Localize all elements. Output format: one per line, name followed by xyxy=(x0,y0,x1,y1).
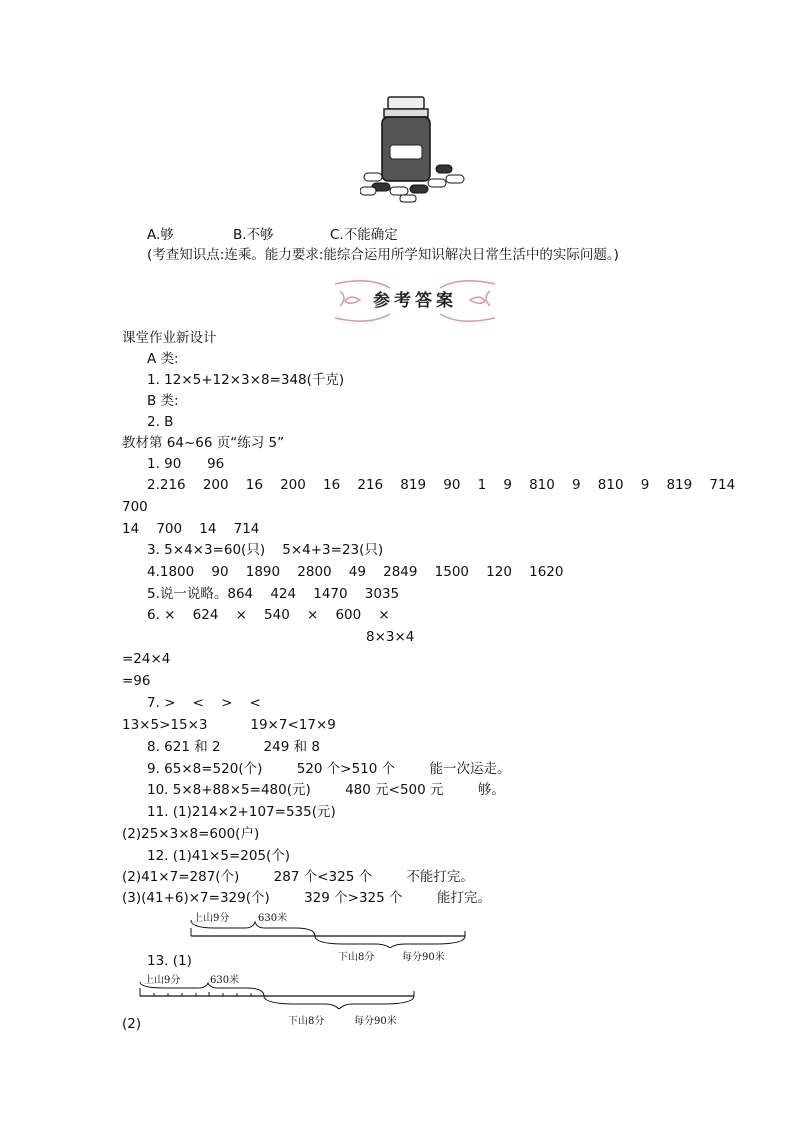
diagram1-down-label: 下山8分 xyxy=(338,952,375,963)
answer-line: (2)41×7=287(个) 287 个<325 个 不能打完。 xyxy=(122,869,474,885)
knowledge-note: (考查知识点:连乘。能力要求:能综合运用所学知识解决日常生活中的实际问题。) xyxy=(147,247,619,263)
diagram1-segment xyxy=(185,918,475,948)
section-title: 课堂作业新设计 xyxy=(122,330,217,346)
diagram2-down-label: 下山8分 xyxy=(288,1016,325,1027)
answer-line: 12. (1)41×5=205(个) xyxy=(147,848,291,864)
answer-line: A 类: xyxy=(147,351,179,367)
diagram2-segment xyxy=(136,980,426,1010)
answer-line: 1. 12×5+12×3×8=348(千克) xyxy=(147,372,345,388)
option-a: A.够 xyxy=(147,227,174,243)
answer-line: 10. 5×8+88×5=480(元) 480 元<500 元 够。 xyxy=(147,782,505,798)
answer-line: 11. (1)214×2+107=535(元) xyxy=(147,804,336,820)
answer-line: 1. 90 96 xyxy=(147,456,225,472)
diagram2-up-label: 上山9分 xyxy=(144,975,181,986)
answer-line: 6. × 624 × 540 × 600 × xyxy=(147,607,390,623)
answer-line: 5.说一说略。864 424 1470 3035 xyxy=(147,586,400,602)
option-b: B.不够 xyxy=(233,227,274,243)
answer-line: B 类: xyxy=(147,393,179,409)
answer-banner-title: 参考答案 xyxy=(373,291,457,311)
answer-line: 9. 65×8=520(个) 520 个>510 个 能一次运走。 xyxy=(147,761,511,777)
answer-line: 2. B xyxy=(147,414,174,430)
answer-line: 700 xyxy=(122,499,148,515)
section-title: 教材第 64~66 页“练习 5” xyxy=(122,435,285,451)
answer-line: 7. > < > < xyxy=(147,695,261,711)
answer-line: 13×5>15×3 19×7<17×9 xyxy=(122,717,336,733)
answer-line: (3)(41+6)×7=329(个) 329 个>325 个 能打完。 xyxy=(122,890,491,906)
answer-line: 13. (1) xyxy=(147,953,192,969)
diagram1-rate-label: 每分90米 xyxy=(402,952,445,963)
answer-line: 2.216 200 16 200 16 216 819 90 1 9 810 9 810 9 819 714 xyxy=(147,477,736,493)
answer-line: (2) xyxy=(122,1016,142,1032)
answer-line: 4.1800 90 1890 2800 49 2849 1500 120 1620 xyxy=(147,564,564,580)
pill-bottle-illustration xyxy=(360,95,470,205)
answer-line: =96 xyxy=(122,673,151,689)
answer-line: =24×4 xyxy=(122,651,171,667)
diagram1-distance-label: 630米 xyxy=(258,913,288,924)
diagram1-up-label: 上山9分 xyxy=(193,913,230,924)
answer-line: 14 700 14 714 xyxy=(122,521,260,537)
answer-line: 8. 621 和 2 249 和 8 xyxy=(147,739,320,755)
diagram2-rate-label: 每分90米 xyxy=(354,1016,397,1027)
diagram2-distance-label: 630米 xyxy=(210,975,240,986)
answer-line: 3. 5×4×3=60(只) 5×4+3=23(只) xyxy=(147,542,384,558)
answer-line: 8×3×4 xyxy=(366,629,415,645)
answer-line: (2)25×3×8=600(户) xyxy=(122,826,260,842)
option-c: C.不能确定 xyxy=(330,227,398,243)
